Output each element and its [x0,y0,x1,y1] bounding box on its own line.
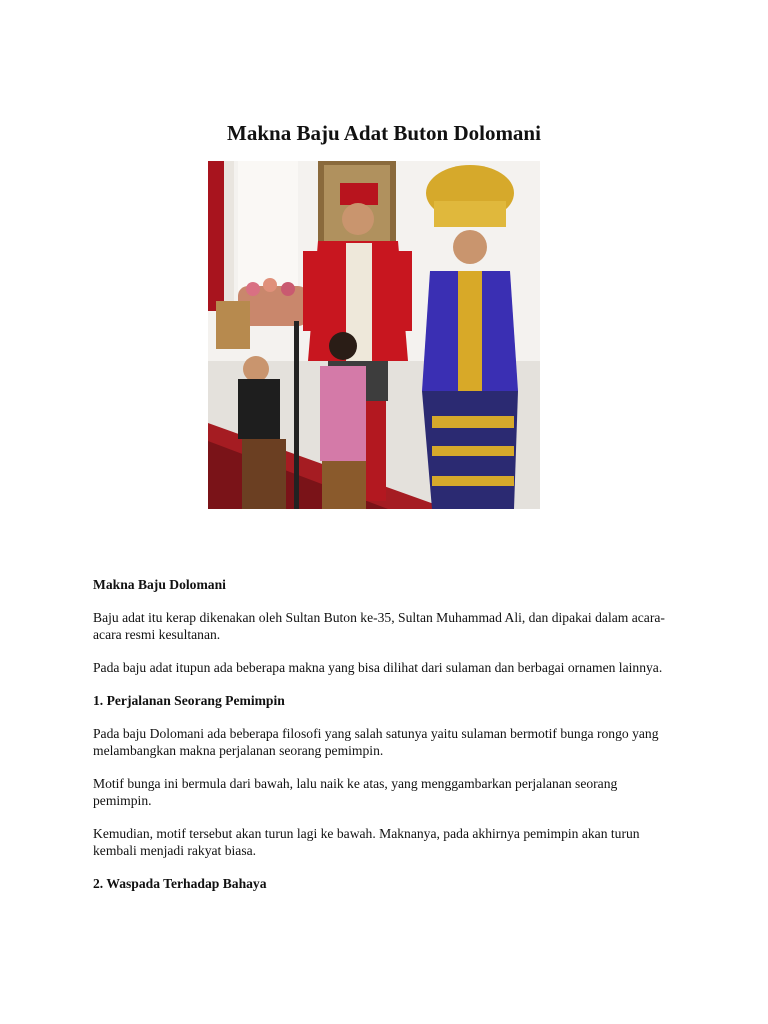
paragraph: Pada baju adat itupun ada beberapa makna yang bisa dilihat dari sulaman dan berbagai ornamen lainnya. [93,660,663,675]
paragraph: Pada baju Dolomani ada beberapa filosofi yang salah satunya yaitu sulaman bermotif bunga rongo yang melambangkan makna perjalanan seorang pemimpin. [93,726,659,758]
article-body [93,576,673,908]
heading-makna-baju: Makna Baju Dolomani [93,577,226,592]
photo-traditional-costume [208,161,540,509]
paragraph: Baju adat itu kerap dikenakan oleh Sultan Buton ke-35, Sultan Muhammad Ali, dan dipakai dalam acara-acara resmi kesultanan. [93,610,665,642]
paragraph: Kemudian, motif tersebut akan turun lagi ke bawah. Maknanya, pada akhirnya pemimpin akan turun kembali menjadi rakyat biasa. [93,826,640,858]
heading-section-1: 1. Perjalanan Seorang Pemimpin [93,693,285,708]
heading-section-2: 2. Waspada Terhadap Bahaya [93,876,267,891]
paragraph: Motif bunga ini bermula dari bawah, lalu naik ke atas, yang menggambarkan perjalanan seorang pemimpin. [93,776,618,808]
document-title: Makna Baju Adat Buton Dolomani [227,121,541,145]
photo-illustration [208,161,540,509]
